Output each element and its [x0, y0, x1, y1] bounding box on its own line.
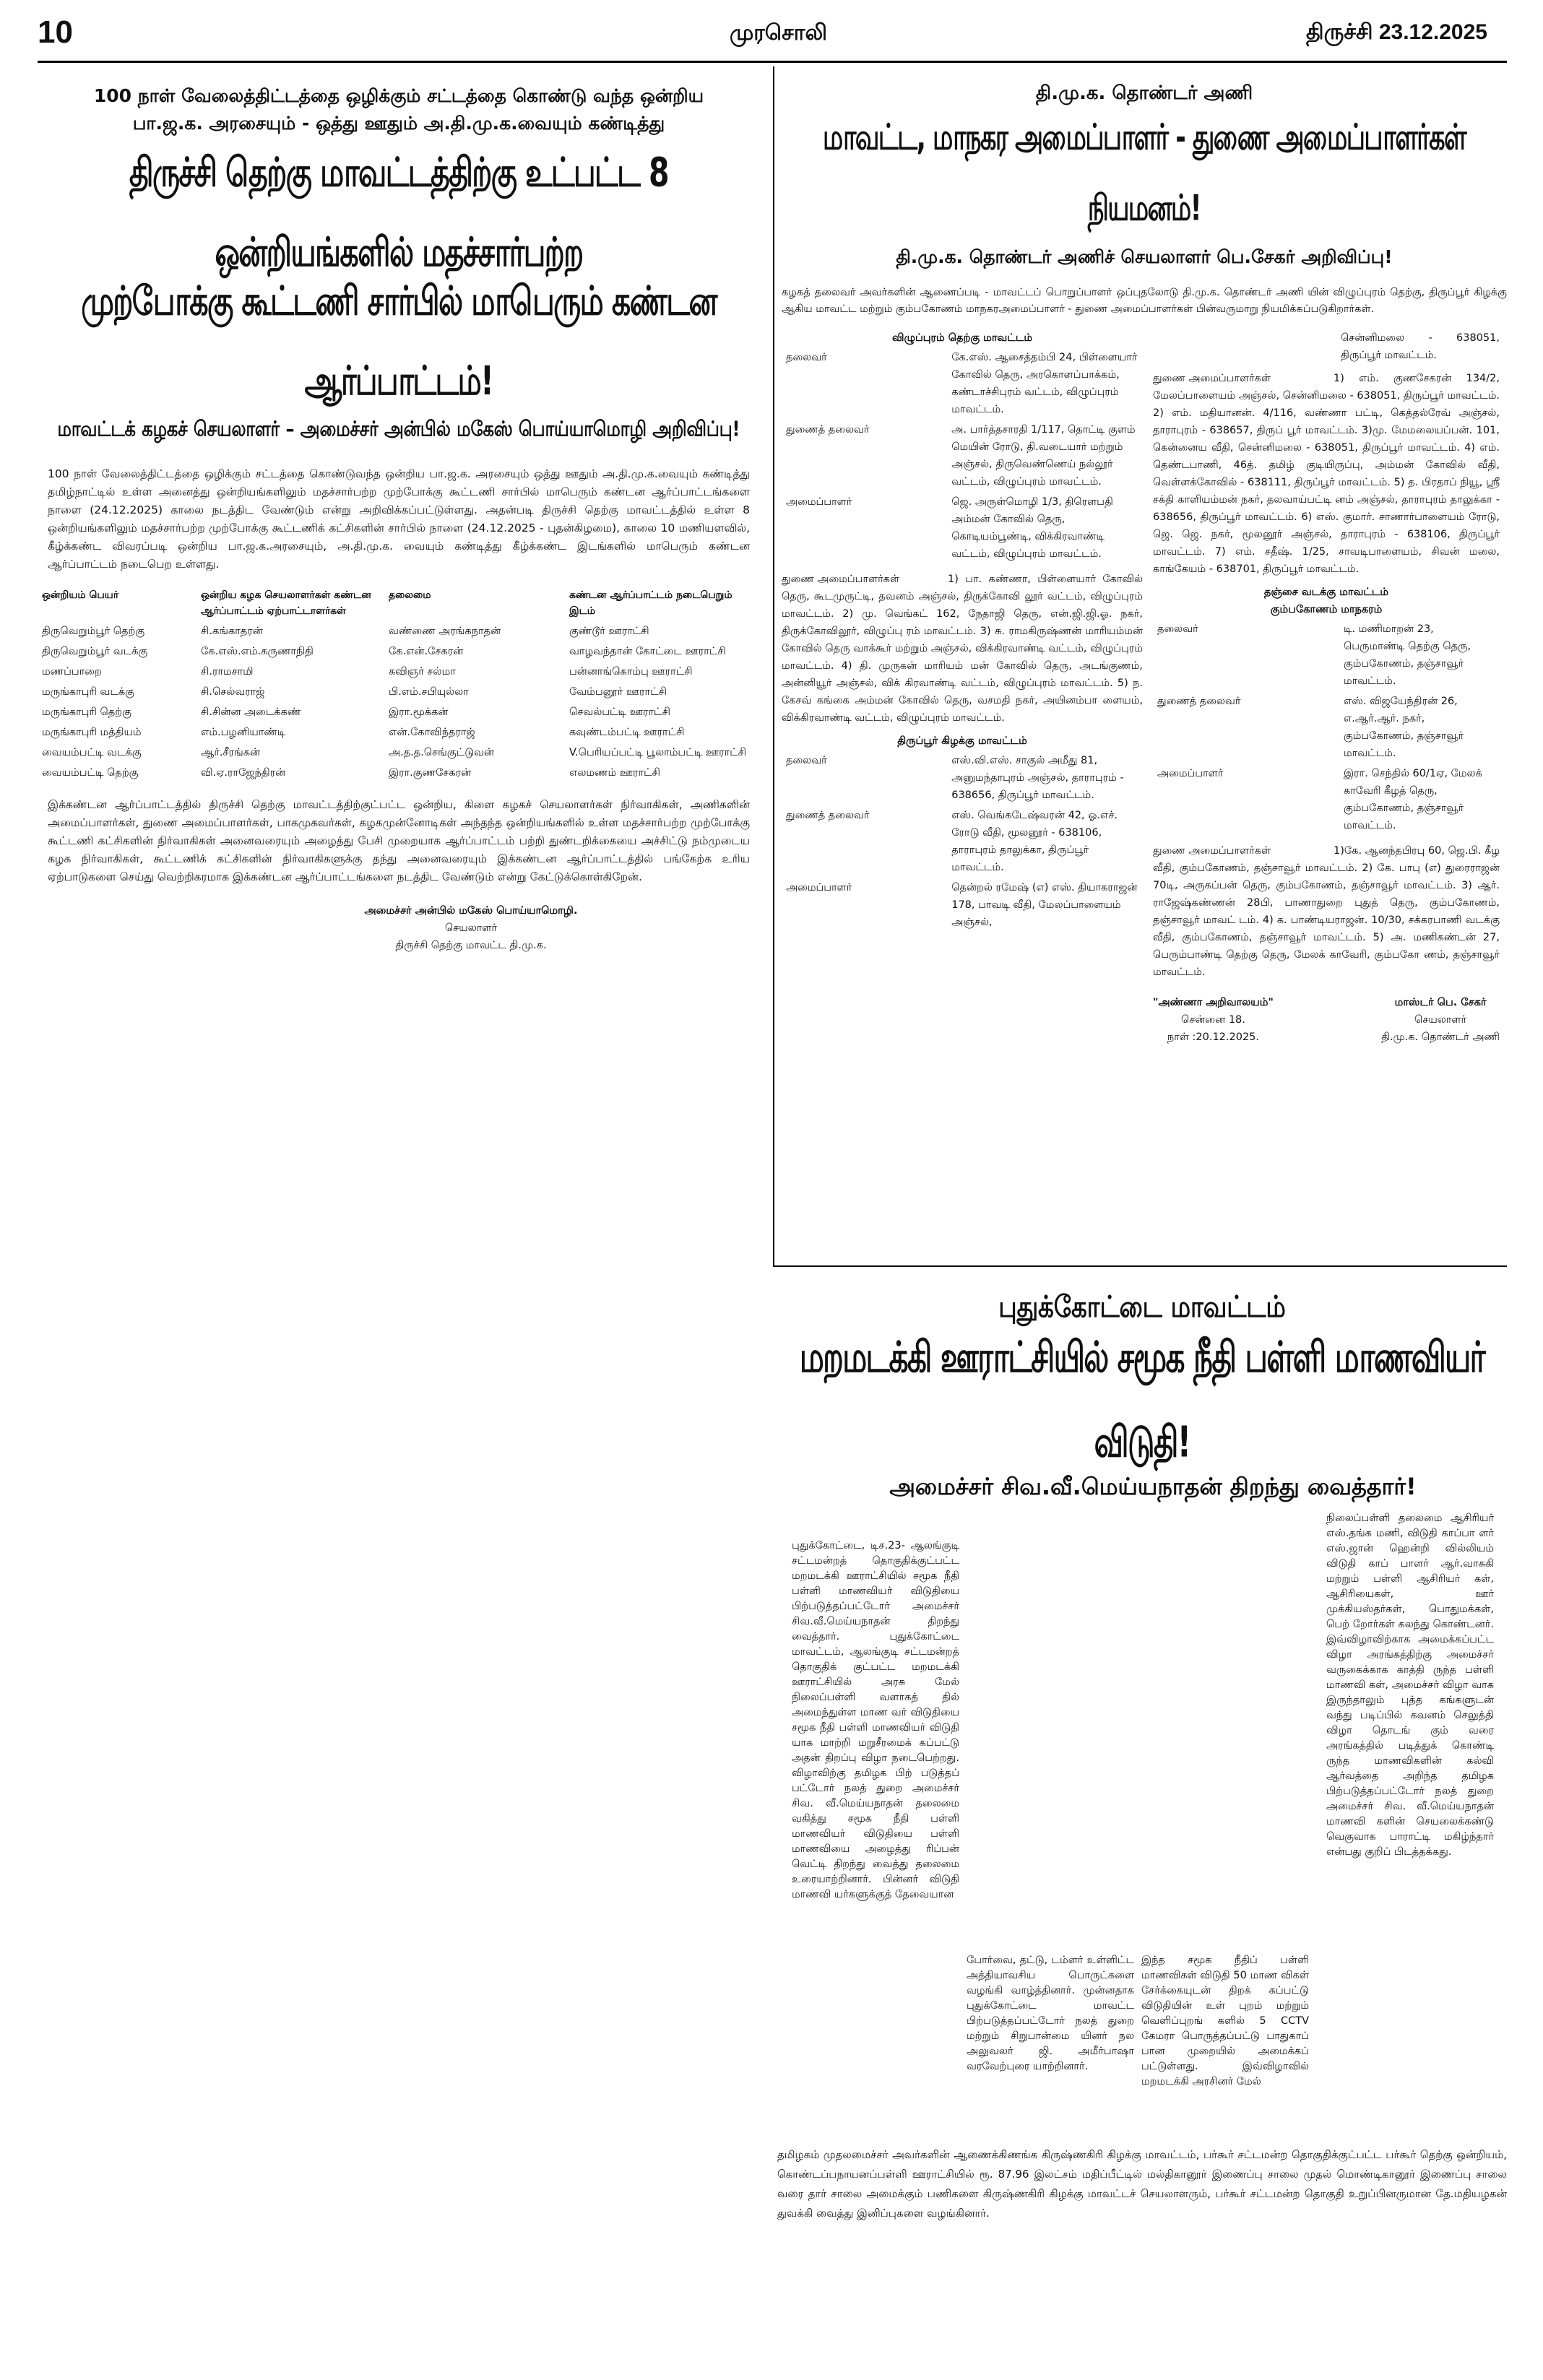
officer-address: அ. பார்த்தசாரதி 1/117, தொட்டி குளம் மெயின் ரோடு, தி.வடையார் மற்றும் அஞ்சல், திருவெண்ணெய் நல்லூர் வட்டம், விழுப்புரம் மாவட்டம். — [951, 424, 1136, 488]
table-cell: என்.கோவிந்தராஜ் — [389, 727, 475, 738]
trichy-article — [38, 72, 760, 1228]
list-item — [1154, 620, 1498, 691]
right-intro: கழகத் தலைவர் அவர்களின் ஆணைப்படி - மாவட்டப் பொறுப்பாளர் ஒப்புதலோடு தி.மு.க. தொண்டர் அணி யின் விழுப்புரம் தெற்கு, திருப்பூர் கிழக்கு ஆகிய மாவட்ட மற்றும் கும்பகோணம் மாநகரஅமைப்பாளர் - துணை அமைப்பாளர்கள் பின்வருமாறு நியமிக்கப்படுகிறார்கள். — [782, 287, 1507, 315]
list-item — [783, 878, 1141, 932]
kicker-line-2: பா.ஜ.க. அரசையும் - ஒத்து ஊதும் அ.தி.மு.க.வையும் கண்டித்து — [132, 113, 665, 134]
table-cell: கே.எஸ்.எம்.கருணாநிதி — [201, 646, 314, 657]
table-cell: எலமணம் ஊராட்சி — [569, 767, 660, 779]
table-cell: வாழவந்தான் கோட்டை ஊராட்சி — [569, 646, 726, 657]
table-cell: வேம்பனூர் ஊராட்சி — [569, 686, 667, 698]
table-cell: திருவெறும்பூர் வடக்கு — [42, 646, 148, 657]
article-column-2: போர்வை, தட்டு, டம்ளர் உள்ளிட்ட அத்தியாவசிய பொருட்களை வழங்கி வாழ்த்தினார். முன்னதாக புதுக்கோட்டை மாவட்ட பிற்படுத்தப்பட்டோர் நலத் துறை மற்றும் சிறுபான்மை யினர் நல அலுவலர் ஜி. அமீர்பாஷா வரவேற்புரை யாற்றினார். — [967, 1955, 1134, 2072]
bottom-columns — [777, 1511, 1507, 2103]
table-cell: இரா.மூக்கன் — [389, 706, 449, 718]
role-label: தலைவர் — [786, 352, 827, 363]
officer-address: இரா. செந்தில் 60/1ஏ, மேலக் காவேரி கீழத் தெரு, கும்பகோணம், தஞ்சாவூர் மாவட்டம். — [1343, 768, 1482, 831]
signature-block — [38, 902, 760, 954]
officer-address: கே.எஸ். ஆசைத்தம்பி 24, பிள்ளையார் கோவில் தெரு, அரகொளப்பாக்கம், கண்டாச்சிபுரம் வட்டம், விழுப்புரம் மாவட்டம். — [951, 352, 1138, 415]
table-cell: கவுண்டம்பட்டி ஊராட்சி — [569, 727, 685, 738]
table-row — [38, 682, 760, 702]
deputies-label: துணை அமைப்பாளர்கள் — [1153, 845, 1271, 857]
col-header-venue: கண்டன ஆர்ப்பாட்டம் நடைபெறும் இடம் — [569, 589, 732, 617]
table-cell: ஆர்.சீரங்கன் — [201, 747, 261, 758]
table-cell: வி.ஏ.ராஜேந்திரன் — [201, 767, 286, 779]
volunteer-wing-article — [782, 72, 1507, 1271]
table-cell: மணப்பாறை — [42, 666, 102, 678]
headline-line-1: திருச்சி தெற்கு மாவட்டத்திற்கு உட்பட்ட 8 ஒன்றியங்களில் மதச்சார்பற்ற — [129, 149, 669, 276]
role-label: தலைவர் — [786, 755, 827, 766]
table-cell: வையம்பட்டி தெற்கு — [42, 767, 139, 779]
officer-address: டி. மணிமாறன் 23, பெருமாண்டி தெற்கு தெரு, கும்பகோணம், தஞ்சாவூர் மாவட்டம். — [1343, 623, 1471, 687]
table-cell: சி.செல்வராஜ் — [201, 686, 265, 698]
appointments-listing — [782, 329, 1507, 1046]
table-cell: குண்டூர் ஊராட்சி — [569, 626, 649, 637]
right-subhead: தி.மு.க. தொண்டர் அணிச் செயலாளர் பெ.சேகர் அறிவிப்பு! — [896, 246, 1393, 267]
table-cell: பி.எம்.சபியுல்லா — [389, 686, 469, 698]
bottom-headline: மறமடக்கி ஊராட்சியில் சமூக நீதி பள்ளி மாணவியர் விடுதி! — [799, 1332, 1485, 1467]
issue-date: நாள் :20.12.2025. — [1167, 1031, 1260, 1043]
article-intro: 100 நாள் வேலைத்திட்டத்தை ஒழிக்கும் சட்டத்தை கொண்டுவந்த ஒன்றிய பா.ஜ.க. அரசையும் ஒத்து ஊதும் அ.தி.மு.க.வையும் கண்டித்து தமிழ்நாட்டில் உள்ள அனைத்து ஒன்றியங்களிலும் மதச்சார்பற்ற முற்போக்கு கூட்டணி சார்பில் மாபெரும் கண்டன ஆர்ப்பாட்டங்களை நாளை (24.12.2025) காலை நடத்திட வேண்டும் என்று அறிவிக்கப்பட்டுள்ளது. அதன்படி திருச்சி தெற்கு மாவட்டத்தில் உள்ள 8 ஒன்றியங்களிலும் மதச்சார்பற்ற முற்போக்கு கூட்டணிக் கட்சிகளின் சார்பில் நாளை (24.12.2025 - புதன்கிழமை), காலை 10 மணியளவில், கீழ்க்கண்ட விவரப்படி ஒன்றிய பா.ஜ.க.அரசையும், அ.தி.மு.க. வையும் கண்டித்து கீழ்க்கண்ட இடங்களில் மாபெரும் கண்டன ஆர்ப்பாட்டம் நடைபெற உள்ளது. — [48, 467, 750, 571]
listing-column-2 — [1153, 329, 1500, 1046]
right-kicker: தி.மு.க. தொண்டர் அணி — [1035, 82, 1253, 104]
article-column-4: நிலைப்பள்ளி தலைமை ஆசிரியர் எஸ்.தங்க மணி, விடுதி காப்பா ளர் எஸ்.ஜான் ஹென்றி வில்லியம் விடுதி காப் பாளர் ஆர்.வாசுகி மற்றும் பள்ளி ஆசிரியர் கள், ஆசிரியைகள், ஊர் முக்கியஸ்தர்கள், பொதுமக்கள், பெற் றோர்கள் கலந்து கொண்டனர். இவ்விழாவிற்காக அமைக்கப்பட்ட விழா அரங்கத்திற்கு அமைச்சர் வருகைக்காக காத்தி ருந்த பள்ளி மாணவி கள், அமைச்சர் விழா வாக இருந்தாலும் புத்த கங்களுடன் வந்து படிப்பில் கவனம் செலுத்தி விழா தொடங் கும் வரை அரங்கத்தில் படித்துக் கொண்டி ருந்த மாணவிகளின் கல்வி ஆர்வத்தை அறிந்த தமிழக பிற்படுத்தப்பட்டோர் நலத் துறை அமைச்சர் சிவ. வீ.மெய்யநாதன் மாணவி களின் செயலைக்கண்டு வெகுவாக பாராட்டி மகிழ்ந்தார் என்பது குறிப் பிடத்தக்கது. — [1326, 1513, 1494, 1858]
deputies-label: துணை அமைப்பாளர்கள் — [782, 574, 900, 585]
tiruppur-officers — [782, 750, 1143, 933]
list-item — [783, 348, 1141, 419]
table-cell: சி.ராமசாமி — [201, 666, 254, 678]
list-item — [1154, 764, 1498, 835]
table-cell: சி.கங்காதரன் — [201, 626, 263, 637]
signature-name: அமைச்சர் அன்பில் மகேஸ் பொய்யாமொழி. — [364, 905, 578, 917]
officer-address: எஸ். விஜயேந்திரன் 26, எ.ஆர்.ஆர். நகர், கும்பகோணம், தஞ்சாவூர் மாவட்டம். — [1343, 696, 1464, 759]
table-cell: மருங்காபுரி வடக்கு — [42, 686, 134, 698]
tiruppur-deputies — [1153, 370, 1500, 578]
secretary-name: மாஸ்டர் பெ. சேகர் — [1394, 997, 1487, 1008]
signature-org: திருச்சி தெற்கு மாவட்ட தி.மு.க. — [395, 940, 547, 951]
table-cell: சி.சின்ன அடைக்கண் — [201, 706, 301, 718]
table-row — [38, 621, 760, 641]
role-label: துணைத் தலைவர் — [786, 424, 870, 436]
table-row — [38, 763, 760, 783]
table-cell: அ.த.த.செங்குட்டுவன் — [389, 747, 495, 758]
table-cell: V.பெரியப்பட்டி பூலாம்பட்டி ஊராட்சி — [569, 747, 747, 758]
role-label: துணைத் தலைவர் — [1157, 696, 1241, 707]
table-row — [38, 702, 760, 722]
issue-place-block — [1153, 994, 1274, 1046]
secretary-role: செயலாளர் — [1414, 1014, 1467, 1026]
role-label: அமைப்பாளர் — [786, 496, 852, 508]
masthead-rule — [38, 61, 1507, 63]
headline-line-2: முற்போக்கு கூட்டணி சார்பில் மாபெரும் கண்டன ஆர்ப்பாட்டம்! — [81, 277, 717, 404]
table-cell: செவல்பட்டி ஊராட்சி — [569, 706, 670, 718]
officer-address: தென்றல் ரமேஷ் (எ) எஸ். தியாகராஜன் 178, பாவடி வீதி, மேலப்பாளையம் அஞ்சல், — [951, 882, 1138, 928]
col-header-organisers: ஒன்றிய கழக செயலாளர்கள் கண்டன ஆர்ப்பாட்டம் ஏற்பாட்டாளர்கள் — [201, 589, 371, 617]
col-header-union: ஒன்றியம் பெயர் — [42, 589, 119, 601]
section-title-villupuram: விழுப்புரம் தெற்கு மாவட்டம் — [891, 332, 1033, 344]
kumbakonam-deputies — [1153, 842, 1500, 981]
officer-address: ஜெ. அருள்மொழி 1/3, திரௌபதி அம்மன் கோவில் தெரு, கொடியம்பூண்டி, விக்கிரவாண்டி வட்டம், விழுப்புரம் மாவட்டம். — [951, 496, 1113, 560]
pudukkottai-article — [777, 1271, 1507, 2220]
role-label: தலைவர் — [1157, 623, 1198, 635]
table-cell: வண்ணை அரங்கநாதன் — [389, 626, 501, 637]
bottom-kicker: புதுக்கோட்டை மாவட்டம் — [998, 1290, 1286, 1325]
table-cell: மருங்காபுரி தெற்கு — [42, 706, 131, 718]
article-column-3: இந்த சமூக நீதிப் பள்ளி மாணவிகள் விடுதி 50 மாண விகள் சேர்க்கையுடன் திறக் கப்பட்டு விடுதியின் உள் புறம் மற்றும் வெளிப்புறங் களில் 5 CCTV கேமரா பொருத்தப்பட்டு பாதுகாப் பான முறையில் அமைக்கப் பட்டுள்ளது. இவ்விழாவில் மறமடக்கி அரசினர் மேல் — [1141, 1955, 1309, 2087]
issue-place: "அண்ணா அறிவாலயம்" — [1153, 997, 1274, 1008]
table-cell: கவிஞர் சல்மா — [389, 666, 456, 678]
tiruppur-address-cont: சென்னிமலை - 638051, திருப்பூர் மாவட்டம். — [1341, 332, 1500, 361]
section-divider — [773, 1265, 1507, 1267]
list-item — [783, 420, 1141, 491]
table-row — [38, 662, 760, 682]
article-subhead: மாவட்டக் கழகச் செயலாளர் – அமைச்சர் அன்பில் மகேஸ் பொய்யாமொழி அறிவிப்பு! — [57, 417, 740, 441]
right-headline: மாவட்ட, மாநகர அமைப்பாளர் - துணை அமைப்பாளர்கள் நியமனம்! — [822, 118, 1466, 229]
list-item — [783, 806, 1141, 877]
table-row — [38, 743, 760, 763]
table-header-row — [38, 585, 760, 621]
right-signatures — [1153, 994, 1500, 1046]
kicker-line-1: 100 நாள் வேலைத்திட்டத்தை ஒழிக்கும் சட்டத்தை கொண்டு வந்த ஒன்றிய — [93, 85, 704, 106]
photo-caption: தமிழகம் முதலமைச்சர் அவர்களின் ஆணைக்கிணங்க கிருஷ்ணகிரி கிழக்கு மாவட்டம், பர்கூர் சட்டமன்ற தொகுதிக்குட்பட்ட பர்கூர் தெற்கு ஒன்றியம், கொண்டப்பநாயனப்பள்ளி ஊராட்சியில் ரூ. 87.96 இலட்சம் மதிப்பீட்டில் மல்திகானூர் இணைப்பு சாலை முதல் மொண்டிகானூர் இணைப்பு சாலை வரை தார் சாலை அமைக்கும் பணிகளை கிருஷ்ணகிரி கிழக்கு மாவட்டச் செயலாளரும், பர்கூர் சட்டமன்ற தொகுதி உறுப்பினருமான தே.மதியழகன் துவக்கி வைத்து இனிப்புகளை வழங்கினார். — [777, 2148, 1507, 2220]
kumbakonam-officers — [1153, 618, 1500, 836]
table-cell: கே.என்.சேகரன் — [389, 646, 464, 657]
table-cell: வையம்பட்டி வடக்கு — [42, 747, 142, 758]
list-item — [1154, 692, 1498, 763]
officer-address: எஸ்.வி.எஸ். சாகுல் அமீது 81, அனுமந்தாபுரம் அஞ்சல், தாராபுரம் - 638656, திருப்பூர் மாவட்டம். — [951, 755, 1124, 801]
role-label: அமைப்பாளர் — [786, 882, 852, 893]
table-cell: பன்னாங்கொம்பு ஊராட்சி — [569, 666, 693, 678]
section-title-kumbakonam: தஞ்சை வடக்கு மாவட்டம் கும்பகோணம் மாநகரம் — [1263, 587, 1389, 615]
table-cell: மருங்காபுரி மத்தியம் — [42, 727, 142, 738]
section-title-tiruppur: திருப்பூர் கிழக்கு மாவட்டம் — [897, 735, 1027, 747]
protest-schedule-table — [38, 585, 760, 783]
listing-column-1 — [782, 329, 1143, 1046]
issue-city: சென்னை 18. — [1181, 1014, 1245, 1026]
list-item — [783, 493, 1141, 563]
article-column-1: புதுக்கோட்டை, டிச.23- ஆலங்குடி சட்டமன்றத் தொகுதிக்குட்பட்ட மறமடக்கி ஊராட்சியில் சமூக நீதி பள்ளி மாணவியர் விடுதியை பிற்படுத்தப்பட்டோர் அமைச்சர் சிவ.வீ.மெய்யநாதன் திறந்து வைத்தார். புதுக்கோட்டை மாவட்டம், ஆலங்குடி சட்டமன்றத் தொகுதிக் குட்பட்ட மறமடக்கி ஊராட்சியில் அரசு மேல் நிலைப்பள்ளி வளாகத் தில் அமைந்துள்ள மாண வர் விடுதியை சமூக நீதி பள்ளி மாணவியர் விடுதி யாக மாற்றி மறுசீரமைக் கப்பட்டு அதன் திறப்பு விழா நடைபெற்றது. விழாவிற்கு தமிழக பிற் படுத்தப் பட்டோர் நலத் துறை அமைச்சர் சிவ. வீ.மெய்யநாதன் தலைமை வகித்து சமூக நீதி பள்ளி மாணவியர் விடுதியை பள்ளி மாணவியை அழைத்து ரிப்பன் வெட்டி திறந்து வைத்து தலைமை உரையாற்றினார். பின்னர் விடுதி மாணவி யர்களுக்குத் தேவையான — [792, 1540, 959, 1900]
villupuram-deputies — [782, 571, 1143, 727]
table-row — [38, 722, 760, 743]
table-cell: திருவெறும்பூர் தெற்கு — [42, 626, 145, 637]
article-closing: இக்கண்டன ஆர்ப்பாட்டத்தில் திருச்சி தெற்கு மாவட்டத்திற்குட்பட்ட ஒன்றிய, கிளை கழகச் செயலாளர்கள் நிர்வாகிகள், அணிகளின் அமைப்பாளர்கள், துணை அமைப்பாளர்கள், பாகமுகவர்கள், கழகமுன்னோடிகள் அந்தந்த ஒன்றியங்களில் உள்ள மதச்சார்பற்ற முற்போக்கு கூட்டணி கட்சிகளின் நிர்வாகிகள் அனைவரையும் அழைத்து பேசி முறையாக ஆர்ப்பாட்டம் பற்றி துண்டறிக்கையை அச்சிட்டு நம்முடைய கழக நிர்வாகிகள், கூட்டணிக் கட்சிகளின் நிர்வாகிகளுக்கு தந்து அனைவரையும் இக்கண்டன ஆர்ப்பாட்டத்தில் பங்கேற்க உரிய ஏற்பாடுகளை செய்து வெற்றிகரமாக இக்கண்டன ஆர்ப்பாட்டங்களை நடத்திட வேண்டும் என்று கேட்டுக்கொள்கிறேன். — [48, 798, 750, 883]
table-row — [38, 641, 760, 662]
column-divider — [773, 66, 774, 1265]
masthead-title: முரசொலி — [730, 20, 827, 46]
signature-role: செயலாளர் — [444, 922, 498, 934]
table-cell: எம்.பழனியாண்டி — [201, 727, 286, 738]
table-cell: இரா.குணசேகரன் — [389, 767, 472, 779]
dateline: திருச்சி 23.12.2025 — [1306, 20, 1487, 44]
officer-address: எஸ். வெங்கடேஷ்வரன் 42, ஓ.எச். ரோடு வீதி, மூலனூர் - 638106, தாராபுரம் தாலுக்கா, திருப்பூர் மாவட்டம். — [951, 810, 1118, 873]
bottom-subhead: அமைச்சர் சிவ.வீ.மெய்யநாதன் திறந்து வைத்தார்! — [889, 1473, 1417, 1500]
villupuram-officers — [782, 347, 1143, 565]
role-label: அமைப்பாளர் — [1157, 768, 1224, 779]
list-item — [783, 751, 1141, 805]
role-label: துணைத் தலைவர் — [786, 810, 870, 821]
deputies-list: 1) பா. கண்ணா, பிள்ளையார் கோவில் தெரு, கூடமுருட்டி, தவனம் அஞ்சல், திருக்கோவி லூர் வட்டம், விழுப்புரம் மாவட்டம். 2) மு. வெங்கட் 162, நேதாஜி தெரு, என்.ஜி.ஜி.ஓ. நகர், திருக்கோவிலூர், விழுப்பு ரம் மாவட்டம். 3) சு. ராமகிருஷ்ணன் மாரியம்மன் கோவில் தெரு வாக்கூர் மற்றும் அஞ்சல், விக்கிரவாண்டி வட்டம், விழுப்புரம் மாவட்டம். 4) தி. முருகன் மாரியம் மன் கோவில் தெரு, அடங்குணம், அன்னியூர் அஞ்சல், விக் கிரவாண்டி வட்டம், விழுப்புரம் மாவட்டம். 5) ந. கேசவ் கங்கை அம்மன் கோவில் தெரு, வசமதி நகர், அயினம்பா ளையம், விக்கிரவாண்டி வட்டம், விழுப்புரம் மாவட்டம். — [782, 574, 1143, 724]
col-header-chair: தலைமை — [389, 589, 431, 601]
secretary-block — [1381, 994, 1500, 1046]
deputies-list: 1) எம். குணசேகரன் 134/2, மேலப்பாளையம் அஞ்சல், சென்னிமலை - 638051, திருப்பூர் மாவட்டம். 2) எம். மதியானன். 4/116, வண்ணா பட்டி, கெத்தல்ரேவ் அஞ்சல், தாராபுரம் - 638657, திருப் பூர் மாவட்டம். 3)மு. மேமலையப்பன். 101, கென்னைய வீதி, சென்னிமலை - 638051, திருப்பூர் மாவட்டம். 4) எம். தெண்டபாணி, 46த். தமிழ் குடியிருப்பு, அம்மன் கோவில் வீதி, வெள்ளக்கோவில் - 638111, திருப்பூர் மாவட்டம். 5) த. பிரதாப் நியூ, ஸ்ரீ சக்தி காளியம்மன் நகர், தலவாய்பட்டி னம் அஞ்சல், தாராபுரம் தாலுக்கா - 638656, திருப்பூர் மாவட்டம். 6) எஸ். குமார். சாணார்பாளையம் ரோடு, ஜெ. ஜெ. நகர், மூலனூர் அஞ்சல், தாராபுரம் - 638106, திருப்பூர் மாவட்டம். 7) எம். சதீஷ். 1/25, சாவடிபாளையம், சிவன் மலை, காங்கேயம் - 638701, திருப்பூர் மாவட்டம். — [1153, 373, 1500, 575]
secretary-org: தி.மு.க. தொண்டர் அணி — [1381, 1031, 1500, 1043]
page-number: 10 — [38, 14, 73, 50]
deputies-list: 1)கே. ஆனந்தபிரபு 60, ஜெ.பி. கீழ வீதி, கும்பகோணம், தஞ்சாவூர் மாவட்டம். 2) கே. பாபு (எ) துரைராஜன் 70டி, அருகப்பன் தெரு, கும்பகோணம், தஞ்சாவூர் மாவட்டம். 3) ஆர். ராஜேஷ்கண்ணன் 28பி, பாணாதுறை புதுத் தெரு, கும்பகோணம், தஞ்சாவூர் மாவட் டம். 4) க. பாண்டியராஜன். 10/30, சக்கரபாணி வடக்கு வீதி, கும்பகோணம், தஞ்சாவூர் மாவட்டம். 5) அ. மணிகண்டன் 27, பெரும்பாண்டி தெற்கு தெரு, மேலக் காவேரி, கும்பகோ ணம், தஞ்சாவூர் மாவட்டம். — [1153, 845, 1500, 978]
deputies-label: துணை அமைப்பாளர்கள் — [1153, 373, 1271, 384]
